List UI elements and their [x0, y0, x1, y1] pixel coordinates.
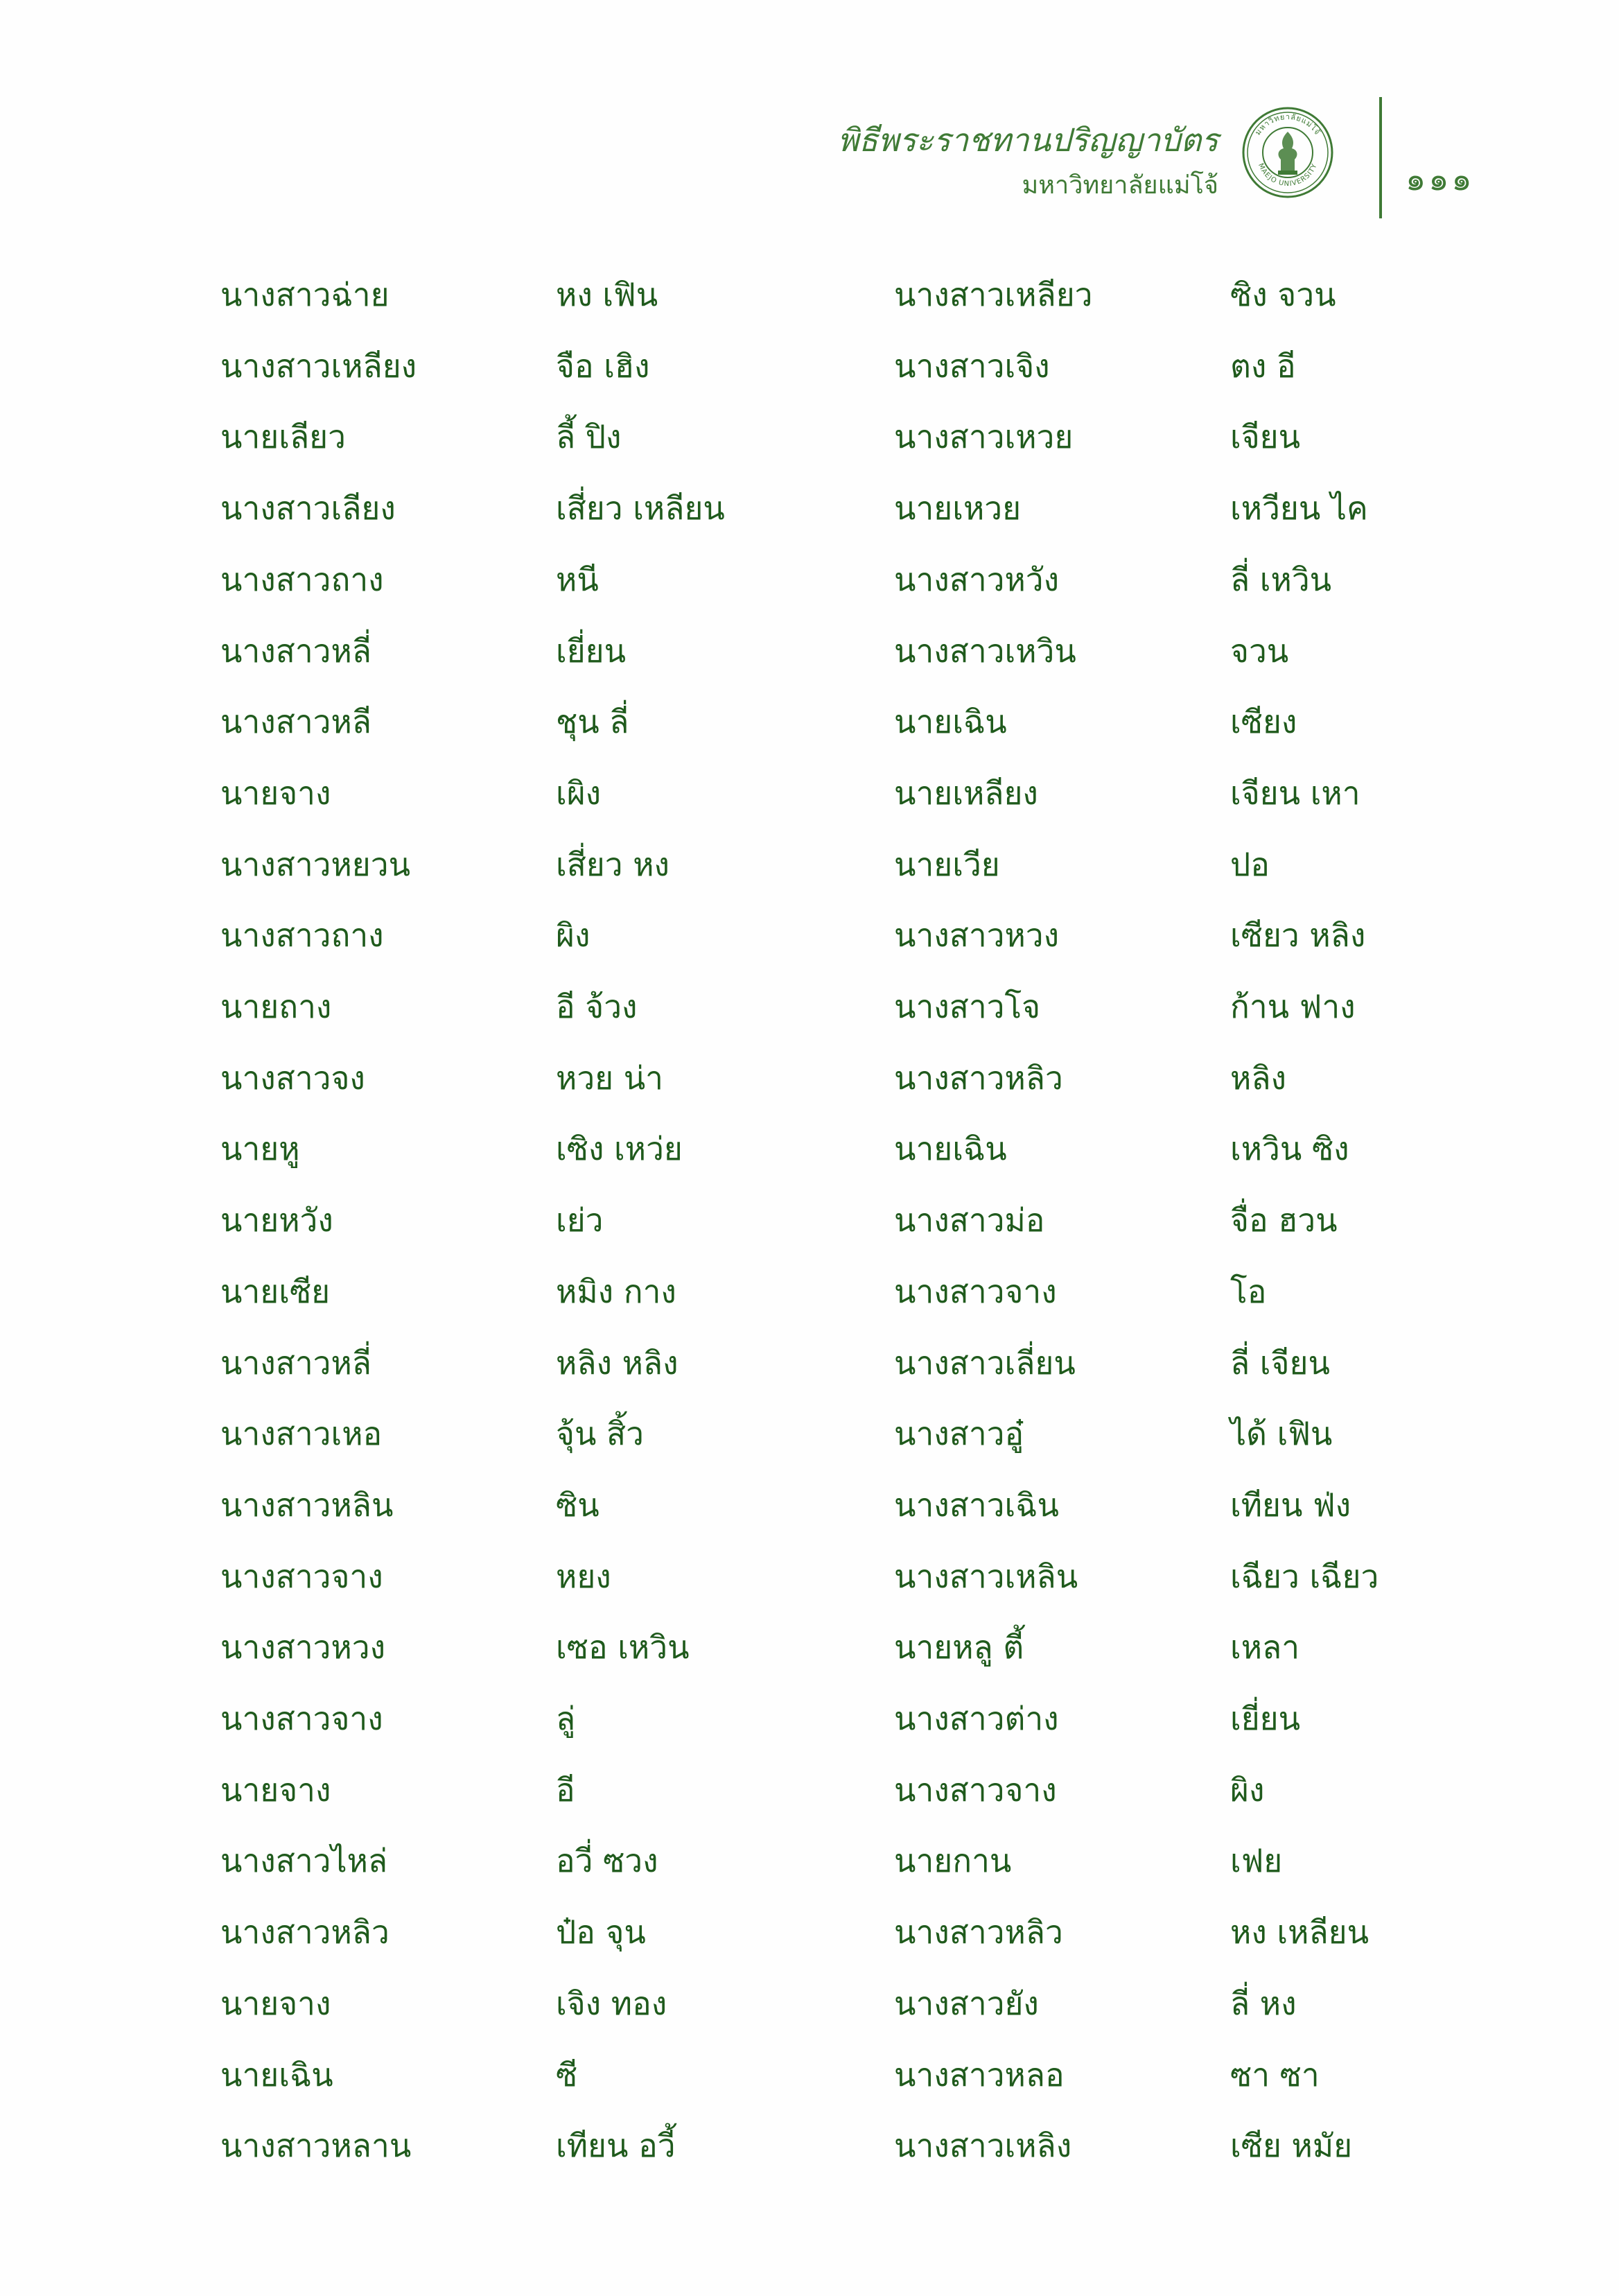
- given-name-left: จุ้น สิ้ว: [556, 1415, 644, 1452]
- table-row: [0, 1413, 1619, 1484]
- table-row: [0, 1484, 1619, 1556]
- given-name-left: หนี: [556, 561, 599, 598]
- given-name-left: ซี: [556, 2056, 578, 2094]
- title-name-left: นายเซีย: [220, 1273, 331, 1310]
- title-name-right: นางสาวเจิง: [894, 347, 1050, 385]
- given-name-right: ตง อี: [1230, 347, 1296, 385]
- given-name-right: ลี่ เหวิน: [1230, 561, 1332, 598]
- table-row: [0, 1626, 1619, 1698]
- title-name-right: นางสาวหลอ: [894, 2056, 1065, 2094]
- given-name-left: ป๋อ จุน: [556, 1913, 646, 1951]
- table-row: [0, 274, 1619, 345]
- given-name-right: จื่อ ฮวน: [1230, 1201, 1338, 1239]
- given-name-left: ชุน ลี่: [556, 703, 629, 740]
- header-divider: [1379, 97, 1382, 218]
- given-name-right: เยี่ยน: [1230, 1700, 1301, 1737]
- given-name-left: หลิง หลิง: [556, 1344, 679, 1382]
- given-name-right: เหวิน ซิง: [1230, 1130, 1349, 1167]
- given-name-left: จือ เฮิง: [556, 347, 650, 385]
- university-name: มหาวิทยาลัยแม่โจ้: [1022, 171, 1218, 200]
- table-row: [0, 416, 1619, 487]
- given-name-right: ลี่ เจียน: [1230, 1344, 1330, 1382]
- given-name-left: เผิง: [556, 774, 602, 812]
- given-name-right: เซียง: [1230, 703, 1297, 740]
- given-name-left: หมิง กาง: [556, 1273, 676, 1310]
- title-name-left: นางสาวเลียง: [220, 489, 396, 527]
- title-name-right: นางสาวเลี่ยน: [894, 1344, 1076, 1382]
- title-name-left: นายหวัง: [220, 1201, 333, 1239]
- table-row: [0, 1698, 1619, 1769]
- title-name-left: นางสาวหลิน: [220, 1486, 394, 1524]
- given-name-left: เย่ว: [556, 1201, 604, 1239]
- title-name-left: นายเฉิน: [220, 2056, 333, 2094]
- given-name-left: เทียน อวี้: [556, 2127, 676, 2164]
- page-header: [0, 104, 1619, 222]
- given-name-left: ลี้ ปิง: [556, 418, 622, 455]
- table-row: [0, 1057, 1619, 1129]
- given-name-left: อี จ้วง: [556, 988, 638, 1025]
- table-row: [0, 2054, 1619, 2125]
- given-name-right: เจียน: [1230, 418, 1301, 455]
- given-name-left: หง เฟิน: [556, 276, 658, 313]
- title-name-left: นางสาวไหล่: [220, 1842, 388, 1879]
- title-name-right: นางสาวม่อ: [894, 1201, 1045, 1239]
- title-name-right: นางสาวหวง: [894, 916, 1060, 954]
- given-name-right: เซีย หมัย: [1230, 2127, 1353, 2164]
- given-name-right: โอ: [1230, 1273, 1267, 1310]
- given-name-left: อี: [556, 1771, 575, 1809]
- given-name-right: เทียน ฟ่ง: [1230, 1486, 1351, 1524]
- title-name-left: นางสาวจาง: [220, 1700, 383, 1737]
- title-name-left: นางสาวหวง: [220, 1628, 386, 1666]
- ceremony-title: พิธีพระราชทานปริญญาบัตร: [837, 121, 1218, 159]
- title-name-left: นางสาวถาง: [220, 561, 384, 598]
- given-name-right: ก้าน ฟาง: [1230, 988, 1356, 1025]
- table-row: [0, 772, 1619, 844]
- given-name-right: ปอ: [1230, 846, 1270, 883]
- title-name-left: นางสาวหลิว: [220, 1913, 390, 1951]
- given-name-right: เจียน เหา: [1230, 774, 1360, 812]
- title-name-left: นางสาวจง: [220, 1059, 365, 1097]
- title-name-left: นายหู: [220, 1130, 300, 1167]
- title-name-left: นางสาวถาง: [220, 916, 384, 954]
- title-name-left: นายถาง: [220, 988, 332, 1025]
- given-name-right: เฉียว เฉียว: [1230, 1558, 1379, 1595]
- table-row: [0, 1128, 1619, 1199]
- table-row: [0, 345, 1619, 417]
- title-name-left: นายจาง: [220, 774, 331, 812]
- title-name-right: นายหลู ตี้: [894, 1628, 1024, 1666]
- given-name-right: เหลา: [1230, 1628, 1300, 1666]
- table-row: [0, 487, 1619, 559]
- page-number: ๑๑๑: [1406, 160, 1475, 198]
- given-name-right: เฟย: [1230, 1842, 1283, 1879]
- title-name-right: นางสาวต่าง: [894, 1700, 1059, 1737]
- title-name-right: นางสาวเหวิน: [894, 632, 1076, 670]
- maejo-university-seal-icon: [1239, 104, 1336, 201]
- title-name-right: นางสาวเหลิน: [894, 1558, 1078, 1595]
- table-row: [0, 1271, 1619, 1342]
- title-name-right: นายเหวย: [894, 489, 1022, 527]
- title-name-right: นางสาวเฉิน: [894, 1486, 1059, 1524]
- title-name-right: นางสาวอู๋: [894, 1415, 1024, 1452]
- title-name-right: นางสาวเหวย: [894, 418, 1074, 455]
- table-row: [0, 1840, 1619, 1911]
- table-row: [0, 1911, 1619, 1983]
- title-name-right: นางสาวหลิว: [894, 1059, 1063, 1097]
- given-name-left: เสี่ยว เหลียน: [556, 489, 725, 527]
- given-name-right: ได้ เฟิน: [1230, 1415, 1333, 1452]
- given-name-right: ซา ซา: [1230, 2056, 1320, 2094]
- title-name-right: นางสาวเหลียว: [894, 276, 1093, 313]
- given-name-right: หง เหลียน: [1230, 1913, 1369, 1951]
- title-name-left: นางสาวหยวน: [220, 846, 411, 883]
- svg-text:MAEJO UNIVERSITY: MAEJO UNIVERSITY: [1257, 162, 1319, 189]
- title-name-left: นางสาวหลาน: [220, 2127, 412, 2164]
- given-name-right: จวน: [1230, 632, 1289, 670]
- title-name-left: นายจาง: [220, 1985, 331, 2022]
- given-name-right: หลิง: [1230, 1059, 1286, 1097]
- table-row: [0, 559, 1619, 630]
- svg-text:มหาวิทยาลัยแม่โจ้: มหาวิทยาลัยแม่โจ้: [1253, 112, 1322, 137]
- table-row: [0, 1983, 1619, 2054]
- table-row: [0, 914, 1619, 986]
- given-name-left: เยี่ยน: [556, 632, 627, 670]
- given-name-right: เซียว หลิง: [1230, 916, 1366, 954]
- table-row: [0, 1556, 1619, 1627]
- given-name-left: ลู่: [556, 1700, 576, 1737]
- table-row: [0, 986, 1619, 1057]
- title-name-left: นายเลียว: [220, 418, 346, 455]
- given-name-right: ลี่ หง: [1230, 1985, 1297, 2022]
- table-row: [0, 844, 1619, 915]
- title-name-right: นางสาวหลิว: [894, 1913, 1063, 1951]
- table-row: [0, 1199, 1619, 1271]
- title-name-right: นายกาน: [894, 1842, 1012, 1879]
- title-name-left: นายจาง: [220, 1771, 331, 1809]
- title-name-right: นางสาวจาง: [894, 1273, 1057, 1310]
- table-row: [0, 2125, 1619, 2196]
- given-name-left: เสี่ยว หง: [556, 846, 670, 883]
- title-name-left: นางสาวหลี่: [220, 632, 371, 670]
- title-name-right: นายเวีย: [894, 846, 1000, 883]
- given-name-left: ผิง: [556, 916, 590, 954]
- title-name-right: นางสาวเหลิง: [894, 2127, 1072, 2164]
- table-row: [0, 630, 1619, 702]
- given-name-left: เซอ เหวิน: [556, 1628, 690, 1666]
- table-row: [0, 1769, 1619, 1841]
- title-name-right: นายเหลียง: [894, 774, 1038, 812]
- table-row: [0, 1342, 1619, 1414]
- title-name-left: นางสาวเหลียง: [220, 347, 417, 385]
- given-name-left: หวย น่า: [556, 1059, 664, 1097]
- title-name-left: นางสาวฉ่าย: [220, 276, 390, 313]
- title-name-right: นายเฉิน: [894, 1130, 1007, 1167]
- title-name-left: นางสาวเหอ: [220, 1415, 383, 1452]
- title-name-right: นางสาวโจ: [894, 988, 1041, 1025]
- title-name-left: นางสาวจาง: [220, 1558, 383, 1595]
- title-name-right: นางสาวยัง: [894, 1985, 1039, 2022]
- given-name-right: เหวียน ไค: [1230, 489, 1368, 527]
- given-name-left: ซิน: [556, 1486, 600, 1524]
- title-name-right: นายเฉิน: [894, 703, 1007, 740]
- given-name-left: เซิง เหว่ย: [556, 1130, 683, 1167]
- title-name-right: นางสาวจาง: [894, 1771, 1057, 1809]
- given-name-right: ผิง: [1230, 1771, 1265, 1809]
- title-name-left: นางสาวหลี: [220, 703, 371, 740]
- title-name-right: นางสาวหวัง: [894, 561, 1060, 598]
- given-name-left: อวี่ ซวง: [556, 1842, 658, 1879]
- title-name-left: นางสาวหลี่: [220, 1344, 371, 1382]
- given-name-left: หยง: [556, 1558, 611, 1595]
- given-name-right: ซิง จวน: [1230, 276, 1336, 313]
- given-name-left: เจิง ทอง: [556, 1985, 667, 2022]
- table-row: [0, 701, 1619, 772]
